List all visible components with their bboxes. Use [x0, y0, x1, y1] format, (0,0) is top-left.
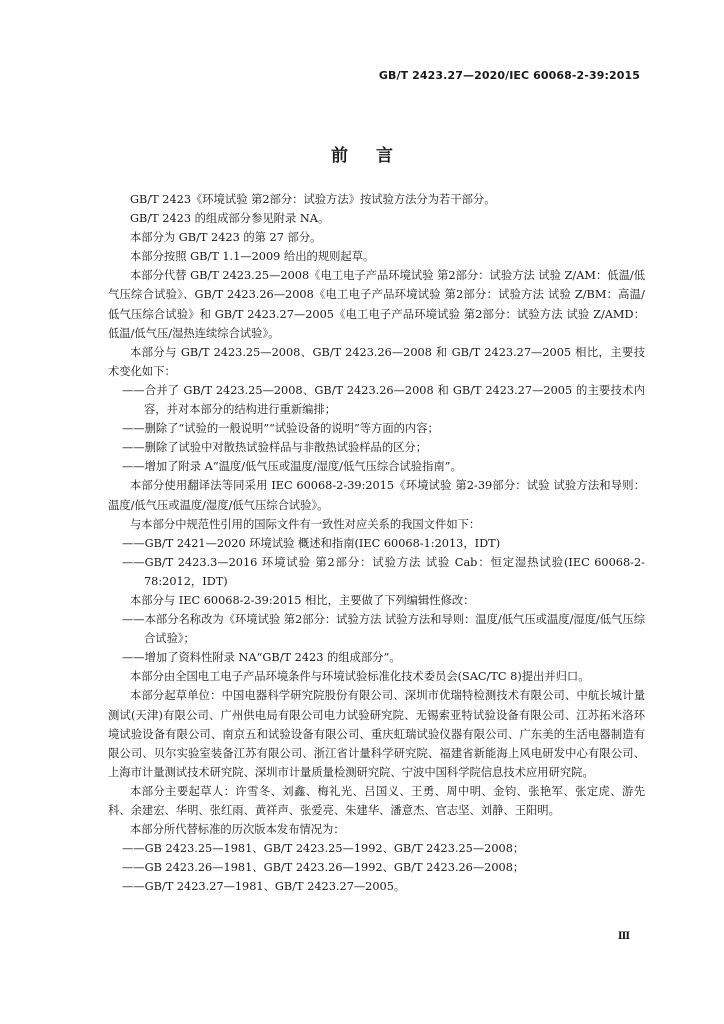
paragraph: 本部分主要起草人：许雪冬、刘鑫、梅礼光、吕国义、王勇、周中明、金钧、张艳军、张定虎、游先科、余建宏、华明、张红雨、黄祥声、张爱亮、朱建华、潘意杰、官志坚、刘静、王阳明。 [108, 784, 645, 817]
paragraph: 本部分与 IEC 60068-2-39:2015 相比，主要做了下列编辑性修改： [130, 593, 475, 607]
paragraph: 本部分起草单位：中国电器科学研究院股份有限公司、深圳市优瑞特检测技术有限公司、中航长城计量测试(天津)有限公司、广州供电局有限公司电力试验研究院、无锡索亚特试验设备有限公司、江苏拓米洛环境试验设备有限公司、南京五和试验设备有限公司、重庆虹瑞试验仪器有限公司、广东美的生活电器制造有限公司、贝尔实验室装备江苏有限公司、浙江省计量科学研究院、福建省新能海上风电研发中心有限公司、上海市计量测试技术研究院、深圳市计量质量检测研究院、宁波中国科学院信息技术应用研究院。 [108, 689, 645, 779]
dash-item: ——GB 2423.26—1981、GB/T 2423.26—1992、GB/T 2423.26—2008； [122, 861, 525, 875]
paragraph: 本部分代替 GB/T 2423.25—2008《电工电子产品环境试验 第2部分：试验方法 试验 Z/AM：低温/低气压综合试验》、GB/T 2423.26—2008《电工电子产品环境试验 第2部分：试验方法 试验 Z/BM：高温/低气压综合试验》和 GB/T 2423.27—2005《电工电子产品环境试验 第2部分：试验方法 试验 Z/AMD：低温/低气压/湿热连续综合试验》。 [108, 269, 645, 340]
dash-item: ——增加了附录 A“温度/低气压或温度/湿度/低气压综合试验指南”。 [122, 460, 462, 474]
dash-item: ——增加了资料性附录 NA“GB/T 2423 的组成部分”。 [122, 651, 401, 665]
dash-item: ——GB 2423.25—1981、GB/T 2423.25—1992、GB/T 2423.25—2008； [122, 842, 525, 856]
dash-item: ——删除了“试验的一般说明”“试验设备的说明”等方面的内容； [122, 422, 439, 436]
paragraph: 本部分由全国电工电子产品环境条件与环境试验标准化技术委员会(SAC/TC 8)提出并归口。 [130, 670, 590, 684]
paragraph: 本部分为 GB/T 2423 的第 27 部分。 [130, 231, 322, 245]
dash-item: ——GB/T 2423.27—1981、GB/T 2423.27—2005。 [122, 880, 406, 894]
dash-item: ——本部分名称改为《环境试验 第2部分：试验方法 试验方法和导则：温度/低气压或温度/湿度/低气压综合试验》； [122, 613, 645, 646]
foreword-body [108, 190, 645, 896]
paragraph: GB/T 2423《环境试验 第2部分：试验方法》按试验方法分为若干部分。 [130, 193, 496, 206]
paragraph: 本部分所代替标准的历次版本发布情况为： [130, 823, 345, 837]
page-number: Ⅲ [617, 931, 630, 942]
paragraph: GB/T 2423 的组成部分参见附录 NA。 [130, 212, 330, 226]
dash-item: ——合并了 GB/T 2423.25—2008、GB/T 2423.26—2008 和 GB/T 2423.27—2005 的主要技术内容，并对本部分的结构进行重新编排； [122, 383, 645, 417]
standard-number: GB/T 2423.27—2020/IEC 60068-2-39:2015 [378, 69, 640, 82]
dash-item: ——删除了试验中对散热试验样品与非散热试验样品的区分； [122, 441, 428, 455]
dash-item: ——GB/T 2421—2020 环境试验 概述和指南(IEC 60068-1:2013，IDT) [122, 536, 501, 550]
paragraph: 本部分按照 GB/T 1.1—2009 给出的规则起草。 [130, 250, 375, 264]
paragraph: 本部分使用翻译法等同采用 IEC 60068-2-39:2015《环境试验 第2-39部分：试验 试验方法和导则：温度/低气压或温度/湿度/低气压综合试验》。 [108, 479, 645, 512]
paragraph: 与本部分中规范性引用的国际文件有一致性对应关系的我国文件如下： [130, 517, 481, 531]
dash-item: ——GB/T 2423.3—2016 环境试验 第2部分：试验方法 试验 Cab：恒定湿热试验(IEC 60068-2-78:2012，IDT) [122, 555, 645, 588]
paragraph: 本部分与 GB/T 2423.25—2008、GB/T 2423.26—2008 和 GB/T 2423.27—2005 相比，主要技术变化如下： [108, 345, 645, 378]
page-title: 前言 [331, 146, 421, 166]
